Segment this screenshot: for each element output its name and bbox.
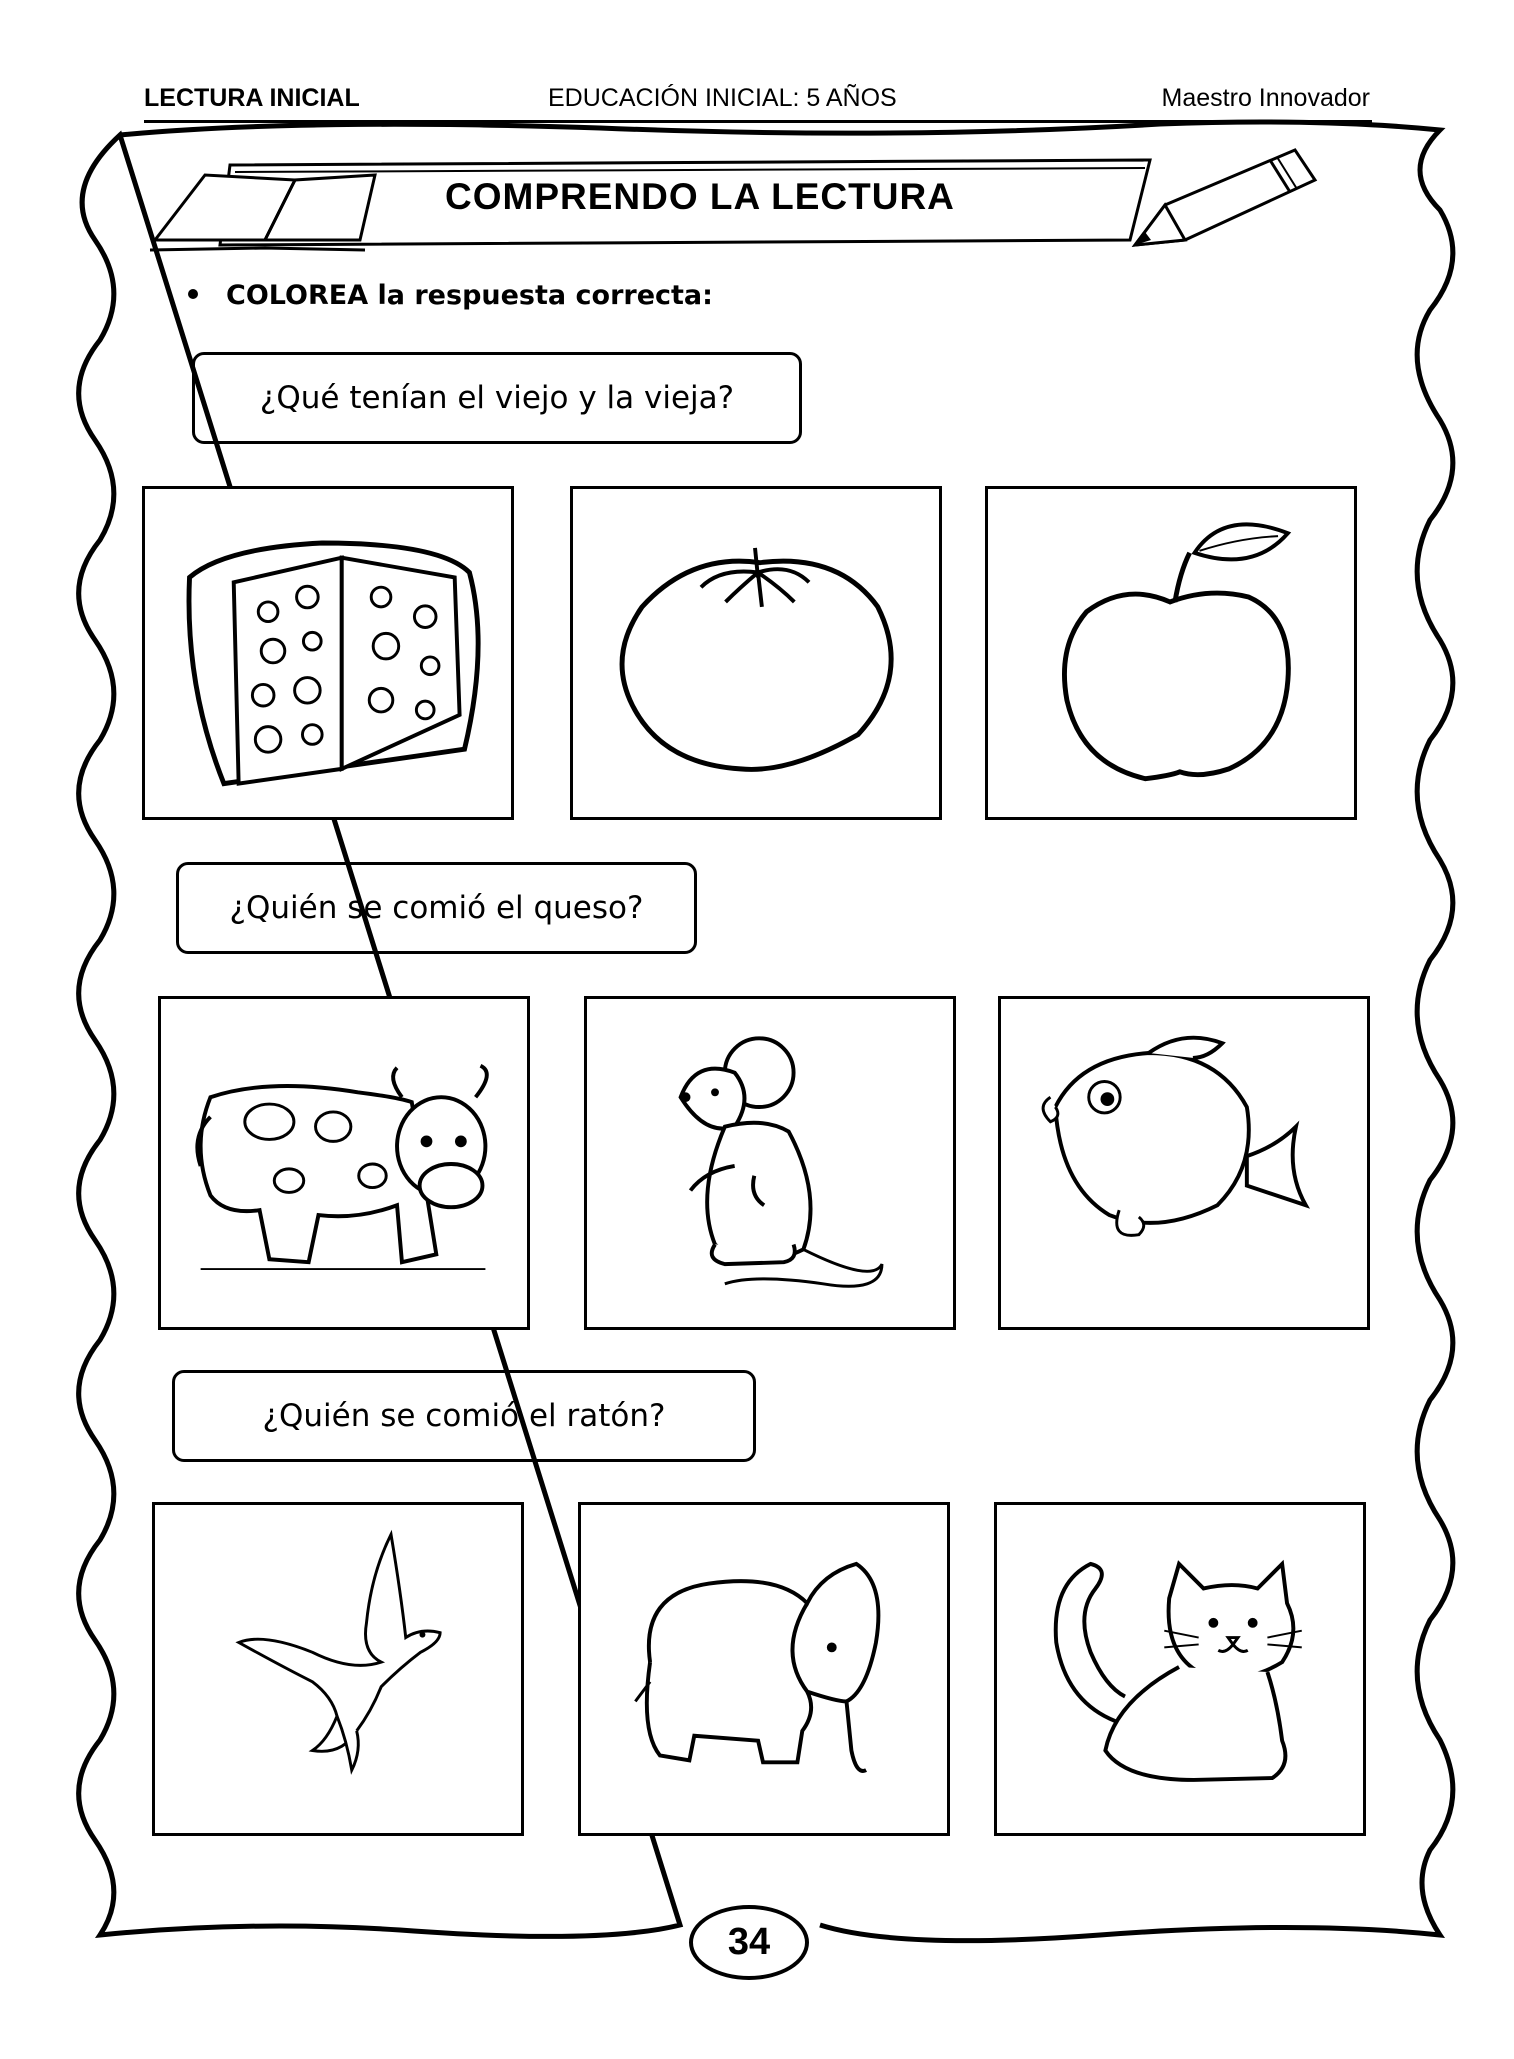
cat-icon bbox=[997, 1505, 1363, 1833]
option-elephant[interactable] bbox=[578, 1502, 950, 1836]
option-tomato[interactable] bbox=[570, 486, 942, 820]
option-apple[interactable] bbox=[985, 486, 1357, 820]
option-fish[interactable] bbox=[998, 996, 1370, 1330]
fish-icon bbox=[1001, 999, 1367, 1327]
instruction bbox=[188, 280, 713, 311]
apple-icon bbox=[988, 489, 1354, 817]
option-eagle[interactable] bbox=[152, 1502, 524, 1836]
header-right: Maestro Innovador bbox=[1161, 84, 1370, 112]
cheese-icon bbox=[145, 489, 511, 817]
bullet-icon bbox=[188, 289, 198, 299]
header-center: EDUCACIÓN INICIAL: 5 AÑOS bbox=[548, 84, 897, 112]
instruction-text: COLOREA la respuesta correcta: bbox=[226, 280, 713, 311]
mouse-icon bbox=[587, 999, 953, 1327]
page-number: 34 bbox=[689, 1905, 809, 1980]
eagle-icon bbox=[155, 1505, 521, 1833]
header-left: LECTURA INICIAL bbox=[144, 84, 360, 112]
cow-icon bbox=[161, 999, 527, 1327]
pencil-icon bbox=[1135, 150, 1315, 245]
option-cat[interactable] bbox=[994, 1502, 1366, 1836]
question-2: ¿Quién se comió el queso? bbox=[176, 862, 697, 954]
option-cheese[interactable] bbox=[142, 486, 514, 820]
question-3: ¿Quién se comió el ratón? bbox=[172, 1370, 756, 1462]
elephant-icon bbox=[581, 1505, 947, 1833]
option-cow[interactable] bbox=[158, 996, 530, 1330]
tomato-icon bbox=[573, 489, 939, 817]
option-mouse[interactable] bbox=[584, 996, 956, 1330]
book-icon bbox=[150, 175, 375, 250]
page-title: COMPRENDO LA LECTURA bbox=[445, 176, 955, 217]
header-rule bbox=[144, 120, 1372, 123]
question-1: ¿Qué tenían el viejo y la vieja? bbox=[192, 352, 802, 444]
